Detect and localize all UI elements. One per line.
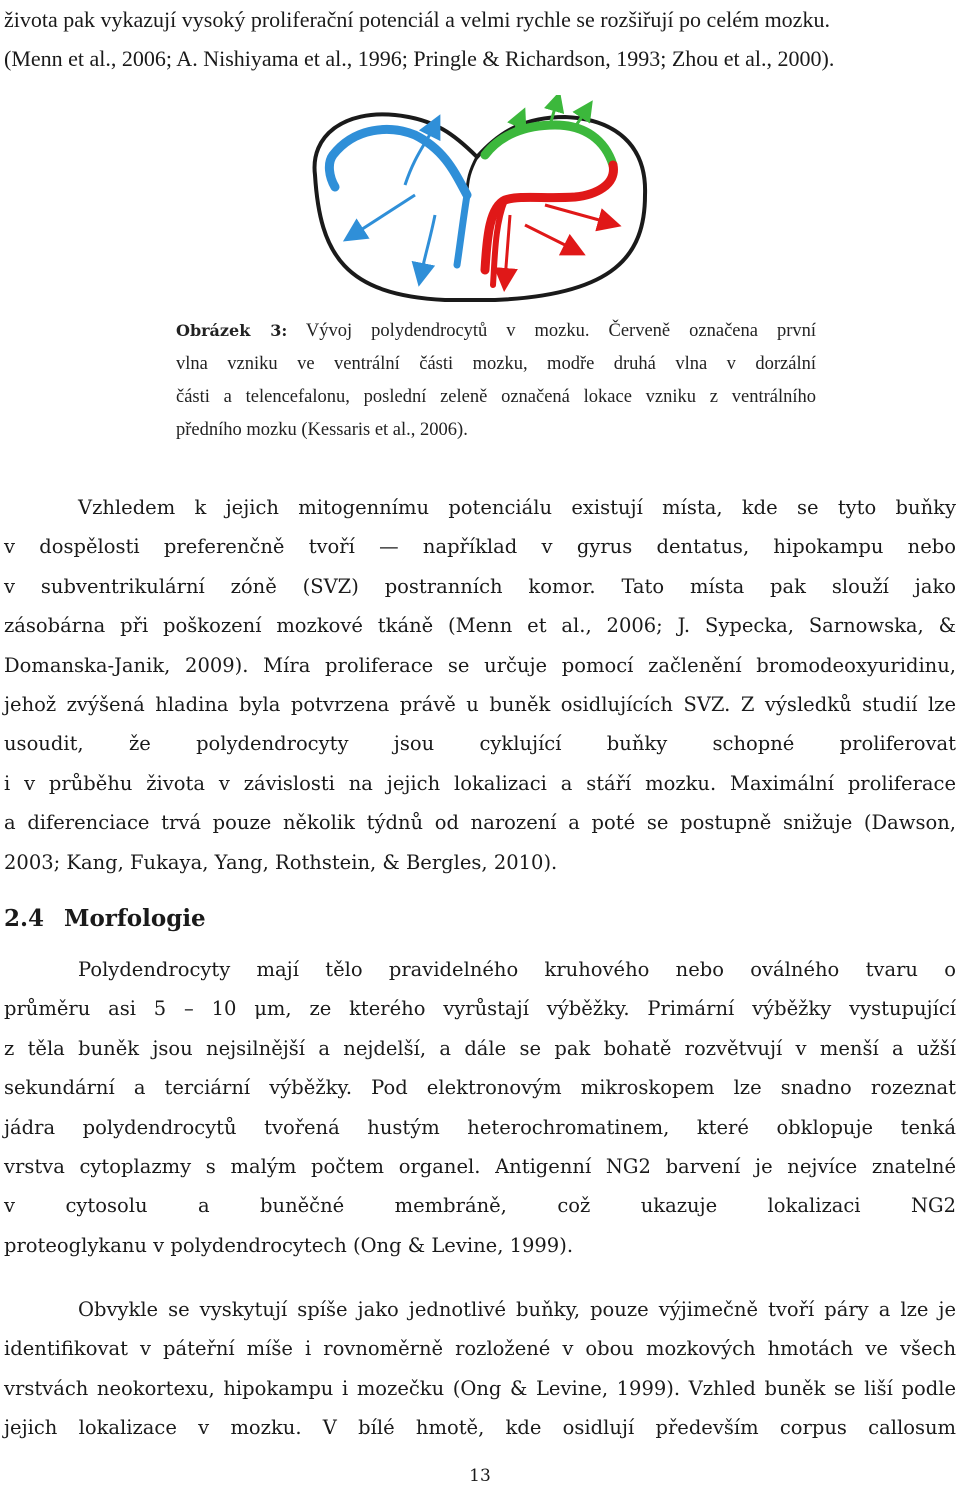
blue-arrow	[353, 195, 415, 235]
paragraph	[4, 950, 956, 1265]
caption-label: Obrázek 3:	[176, 321, 288, 340]
text-line: jehož zvýšená hladina byla potvrzena právě u buněk osidlujících SVZ. Z výsledků studií lze	[4, 693, 956, 717]
text-line: vrstva cytoplazmy s malým počtem organel. Antigenní NG2 barvení je nejvíce znatelné	[4, 1155, 956, 1179]
text-line: 2003; Kang, Fukaya, Yang, Rothstein, & Bergles, 2010).	[4, 850, 558, 874]
section-number: 2.4	[4, 905, 45, 932]
blue-arrow	[421, 215, 435, 275]
text-line: identifikovat v páteřní míše i rovnoměrně rozložené v obou mozkových hmotách ve všech	[4, 1337, 956, 1361]
text-line: vrstvách neokortexu, hipokampu i mozečku (Ong & Levine, 1999). Vzhled buněk se liší podle	[4, 1376, 956, 1400]
text-line: proteoglykanu v polydendrocytech (Ong & Levine, 1999).	[4, 1233, 574, 1257]
section-title: Morfologie	[64, 905, 206, 932]
red-arrow	[525, 225, 575, 250]
blue-ventricle-contour	[329, 130, 467, 195]
figure-caption	[176, 314, 816, 447]
paragraph	[4, 488, 956, 882]
text-line: usoudit, že polydendrocyty jsou cyklující buňky schopné proliferovat	[4, 732, 956, 756]
caption-line: části a telencefalonu, poslední zeleně označená lokace vzniku z ventrálního	[176, 387, 816, 407]
brain-diagram	[295, 95, 665, 310]
section-heading	[4, 905, 206, 932]
paragraph	[4, 1290, 956, 1448]
text-line: Vzhledem k jejich mitogennímu potenciálu existují místa, kde se tyto buňky	[78, 496, 956, 519]
text-line: zásobárna při poškození mozkové tkáně (Menn et al., 2006; J. Sypecka, Sarnowska, &	[4, 614, 956, 638]
text-line: Obvykle se vyskytují spíše jako jednotlivé buňky, pouze výjimečně tvoří páry a lze je	[78, 1298, 956, 1321]
red-arrow	[505, 215, 510, 280]
text-line: Domanska-Janik, 2009). Míra proliferace se určuje pomocí začlenění bromodeoxyuridinu,	[4, 653, 956, 677]
text-line: a diferenciace trvá pouze několik týdnů od narození a poté se postupně snižuje (Dawson,	[4, 811, 956, 835]
text-line: jádra polydendrocytů tvořená hustým heterochromatinem, které obklopuje tenká	[4, 1115, 956, 1139]
text-line: i v průběhu života v závislosti na jejich lokalizaci a stáří mozku. Maximální proliferace	[4, 771, 956, 795]
text-line: jejich lokalizace v mozku. V bílé hmotě, kde osidlují především corpus callosum	[4, 1416, 956, 1440]
caption-line: předního mozku (Kessaris et al., 2006).	[176, 420, 468, 440]
text-line: průměru asi 5 – 10 μm, ze kterého vyrůstají výběžky. Primární výběžky vystupující	[4, 997, 956, 1021]
caption-line: Vývoj polydendrocytů v mozku. Červeně označena první	[287, 321, 816, 341]
page-number: 13	[469, 1466, 491, 1486]
text-line: života pak vykazují vysoký proliferační potenciál a velmi rychle se rozšiřují po celém mozku.	[4, 7, 830, 32]
brain-diagram-svg	[295, 95, 665, 310]
text-line: v subventrikulární zóně (SVZ) postranních komor. Tato místa pak slouží jako	[4, 574, 956, 598]
intro-text	[4, 0, 956, 78]
text-line: (Menn et al., 2006; A. Nishiyama et al., 1996; Pringle & Richardson, 1993; Zhou et al., 2000).	[4, 46, 835, 71]
text-line: z těla buněk jsou nejsilnější a nejdelší, a dále se pak bohatě rozvětvují v menší a užší	[4, 1036, 956, 1060]
red-arrow	[545, 205, 610, 223]
caption-line: vlna vzniku ve ventrální části mozku, modře druhá vlna v dorzální	[176, 354, 816, 374]
text-line: Polydendrocyty mají tělo pravidelného kruhového nebo oválného tvaru o	[78, 958, 956, 981]
text-line: v cytosolu a buněčné membráně, což ukazuje lokalizaci NG2	[4, 1194, 956, 1218]
blue-lower-contour	[457, 195, 467, 265]
text-line: sekundární a terciární výběžky. Pod elektronovým mikroskopem lze snadno rozeznat	[4, 1076, 956, 1100]
text-line: v dospělosti preferenčně tvoří — například v gyrus dentatus, hipokampu nebo	[4, 535, 956, 559]
